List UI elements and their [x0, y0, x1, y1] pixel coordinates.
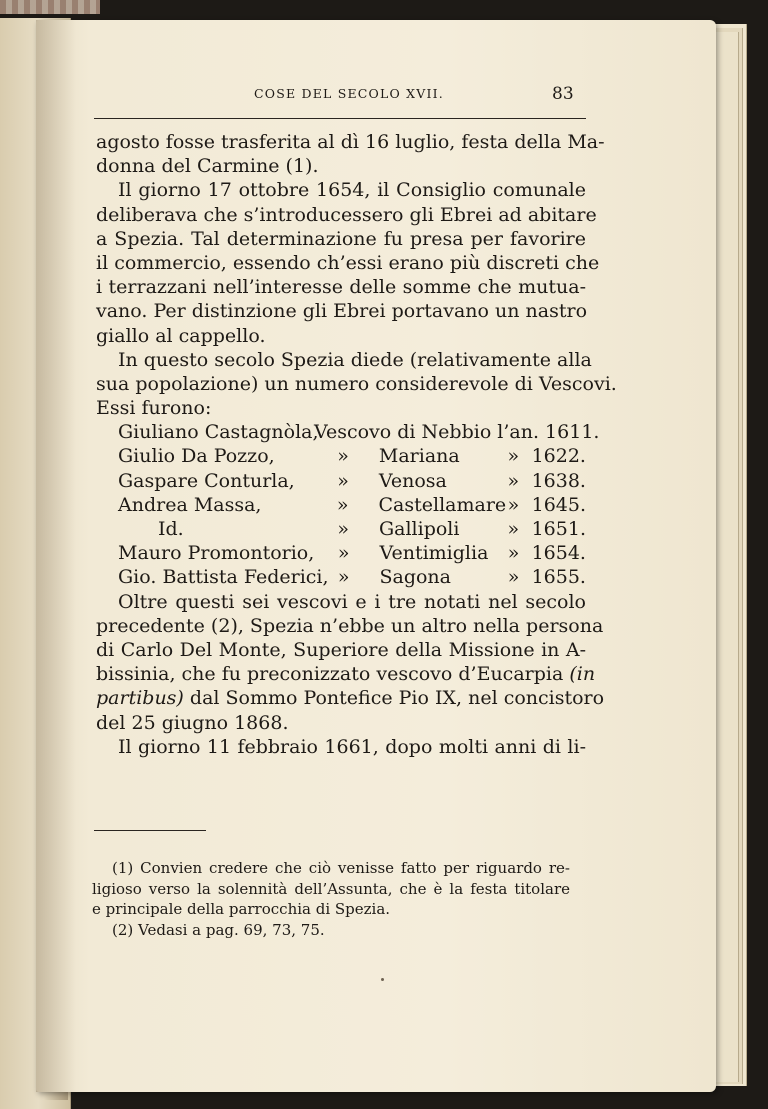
bishop-see: Venosa — [378, 469, 447, 492]
bishop-year: 1645. — [531, 493, 587, 516]
text-line: Il giorno 17 ottobre 1654, il Consiglio comunale — [118, 179, 586, 202]
ditto-mark: » — [507, 542, 520, 565]
gutter-shade — [36, 20, 76, 1092]
bishop-see-year: Vescovo di Nebbio l’an. 1611. — [314, 421, 600, 444]
bishop-name: Andrea Massa, — [118, 493, 262, 516]
bishop-row — [96, 493, 586, 517]
italic-text: (in — [569, 663, 596, 686]
bishop-year: 1654. — [531, 542, 586, 565]
bishop-row — [96, 541, 586, 565]
ditto-mark: » — [507, 445, 520, 468]
bishop-see: Mariana — [378, 445, 460, 468]
ditto-mark: » — [337, 542, 350, 565]
paper-speck — [381, 978, 384, 981]
bishop-name: Id. — [158, 518, 184, 540]
text-line: giallo al cappello. — [96, 324, 266, 347]
footnote-line: e principale della parrocchia di Spezia. — [92, 900, 391, 918]
bishop-name: Gio. Battista Federici, — [118, 566, 329, 589]
bishop-name: Giuliano Castagnòla, — [118, 421, 319, 444]
page-stack-edge — [712, 32, 739, 1082]
bishop-see: Ventimiglia — [379, 542, 489, 565]
text-line: agosto fosse trasferita al dì 16 luglio, festa della Ma- — [96, 131, 605, 153]
footnote-line: ligioso verso la solennità dell’Assunta, che è la festa titolare — [92, 879, 570, 898]
bishop-row — [96, 444, 586, 468]
page-number: 83 — [552, 84, 574, 104]
bishops-list — [96, 420, 600, 589]
bishop-row — [96, 517, 586, 541]
bishop-name: Giulio Da Pozzo, — [118, 445, 275, 468]
text-line: precedente (2), Spezia n’ebbe un altro nella persona — [96, 614, 604, 637]
bishop-row — [96, 469, 586, 493]
footnote-line: (1) Convien credere che ciò venisse fatto per riguardo re- — [112, 859, 570, 877]
binding-strip — [0, 0, 100, 14]
ditto-mark: » — [507, 469, 520, 492]
bishop-see: Castellamare — [378, 493, 507, 516]
text-line: Oltre questi sei vescovi e i tre notati nel secolo — [118, 590, 586, 613]
text-line: donna del Carmine (1). — [96, 155, 319, 178]
bishop-name: Gaspare Conturla, — [118, 469, 295, 492]
text-line — [96, 686, 605, 710]
ditto-mark: » — [507, 493, 520, 516]
ditto-mark: » — [337, 518, 349, 540]
running-head — [36, 84, 716, 110]
text-line: i terrazzani nell’interesse delle somme che mutua- — [96, 276, 586, 299]
text-line: del 25 giugno 1868. — [96, 711, 289, 734]
running-title: COSE DEL SECOLO XVII. — [254, 86, 444, 101]
main-text — [96, 130, 617, 759]
bishop-see: Gallipoli — [378, 518, 460, 540]
text-line: Essi furono: — [96, 397, 212, 420]
ditto-mark: » — [507, 566, 520, 589]
footnote-rule — [94, 830, 206, 831]
text-line — [96, 662, 596, 686]
text-line: sua popolazione) un numero considerevole di Vescovi. — [96, 372, 617, 395]
bishop-name: Mauro Promontorio, — [118, 542, 315, 565]
text-line: Il giorno 11 febbraio 1661, dopo molti anni di li- — [118, 735, 586, 758]
italic-text: partibus) — [96, 687, 184, 710]
ditto-mark: » — [337, 566, 350, 589]
text-line: a Spezia. Tal determinazione fu presa per favorire — [96, 227, 586, 250]
text-line: vano. Per distinzione gli Ebrei portavano un nastro — [96, 300, 588, 323]
book-page — [36, 20, 716, 1092]
bishop-year: 1651. — [531, 518, 586, 540]
ditto-mark: » — [337, 469, 349, 492]
ditto-mark: » — [336, 493, 349, 516]
text-line: di Carlo Del Monte, Superiore della Missione in A- — [96, 638, 586, 661]
ditto-mark: » — [337, 445, 349, 468]
text-line: il commercio, essendo ch’essi erano più discreti che — [96, 251, 600, 274]
text-span: bissinia, che fu preconizzato vescovo d’Eucarpia — [96, 663, 564, 686]
text-line: deliberava che s’introducessero gli Ebrei ad abitare — [96, 203, 597, 226]
text-span: dal Sommo Pontefice Pio IX, nel concistoro — [189, 687, 605, 710]
ditto-mark: » — [507, 518, 520, 540]
bishop-year: 1622. — [531, 445, 586, 468]
text-line: In questo secolo Spezia diede (relativamente alla — [118, 348, 592, 371]
header-rule — [94, 118, 586, 119]
bishop-see: Sagona — [379, 566, 451, 589]
footnote-line: (2) Vedasi a pag. 69, 73, 75. — [112, 920, 325, 939]
bishop-row — [96, 420, 600, 444]
footnotes — [92, 858, 570, 940]
bishop-row — [96, 565, 586, 589]
bishop-year: 1655. — [531, 566, 586, 589]
bishop-year: 1638. — [531, 469, 586, 492]
